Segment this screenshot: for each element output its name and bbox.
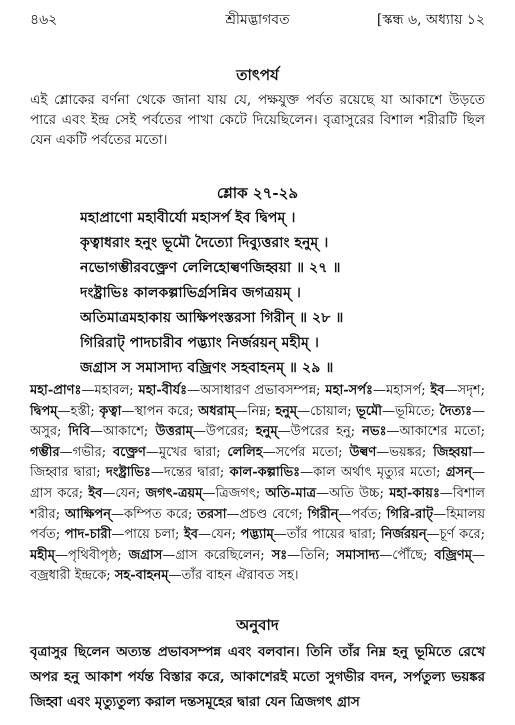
synonym-meaning: জিহ্বার দ্বারা; [30,465,107,481]
book-title: শ্রীমদ্ভাগবত [225,12,290,28]
synonym-meaning: নিম্ন; [247,403,276,419]
synonym-term: বজ্রিণম্ [434,547,472,563]
synonym-term: সঃ [271,547,288,563]
synonym-meaning: সর্পের মতো; [275,444,350,460]
verse-heading: শ্লোক ২৭-২৯ [216,184,299,202]
synonym-meaning: অসাধারণ প্রভাবসম্পন্ন; [200,383,326,398]
verse-line: দংষ্ট্রাভিঃ কালকল্পাভির্গ্রসন্নিব জগত্রয়ম্ । [80,285,301,301]
synonym-term: মহীম্ [30,547,55,563]
synonym-term: অতি-মাত্র [265,485,317,501]
synonym-meaning: পায়ে চলা; [124,527,185,543]
synonym-term: মহা-বীর্যঃ [138,383,188,398]
verse-line: নভোগম্ভীরবক্ত্রেণ লেলিহোল্বণজিহ্বয়া ॥ ২৭ ॥ [80,260,341,276]
synonym-term: ভূমৌ [356,403,382,419]
synonym-term: পদ্ভ্যাম্ [240,527,274,543]
purport-text: এই শ্লোকের বর্ণনা থেকে জানা যায় যে, পক্ষযুক্ত পর্বত রয়েছে যা আকাশে উড়তে পারে এবং ইন্দ্র সেই পর্বতের পাখা কেটে দিয়েছিলেন। বৃত্রাসুরের বিশাল শরীরটি ছিল যেন একটি পর্বতের মতো। [30,92,485,148]
synonym-meaning: গ্রাস করেছিলেন; [175,547,272,563]
synonym-meaning: হস্তী; [70,403,100,419]
running-header [30,8,485,30]
purport-heading: তাৎপর্য [236,66,279,84]
synonym-meaning: যেন; [115,485,146,501]
synonym-meaning: তাঁর বাহন ঐরাবত সহ। [181,568,299,584]
synonym-term: হনুম্ [255,424,278,440]
synonym-term: পাদ-চারী [64,527,112,543]
synonym-meaning: ত্রিজগৎ; [215,485,266,501]
synonym-term: বক্ত্রেণ [112,444,146,460]
synonym-term: দংষ্ট্রাভিঃ [106,465,151,481]
synonyms-paragraph: মহা-প্রাণঃ—মহাবল; মহা-বীর্যঃ—অসাধারণ প্রভাবসম্পন্ন; মহা-সর্পঃ—মহাসর্প; ইব—সদৃশ; দ্বিপম্—হস্তী; কৃত্বা—স্থাপন করে; অধরাম্—নিম্ন; হনুম্—চোয়াল; ভূমৌ—ভূমিতে; দৈত্যঃ—অসুর; দিবি—আকাশে; উত্তরাম্—উপরের; হনুম্—উপরের হনু; নভঃ—আকাশের মতো; গম্ভীর—গভীর; বক্ত্রেণ—মুখের দ্বারা; লেলিহ—সর্পের মতো; উল্বণ—ভয়ঙ্কর; জিহ্বয়া—জিহ্বার দ্বারা; দংষ্ট্রাভিঃ—দন্তের দ্বারা; কাল-কল্পাভিঃ—কাল অর্থাৎ মৃত্যুর মতো; গ্রসন্—গ্রাস করে; ইব—যেন; জগৎ-ত্রয়ম্—ত্রিজগৎ; অতি-মাত্র—অতি উচ্চ; মহা-কায়ঃ—বিশাল শরীর; আক্ষিপন্—কম্পিত করে; তরসা—প্রচণ্ড বেগে; গিরীন্—পর্বত; গিরি-রাট্—হিমালয় পর্বত; পাদ-চারী—পায়ে চলা; ইব—যেন; পদ্ভ্যাম্—তাঁর পায়ের দ্বারা; নির্জরয়ন্—চূর্ণ করে; মহীম্—পৃথিবীপৃষ্ঠ; জগ্রাস—গ্রাস করেছিলেন; সঃ—তিনি; সমাসাদ্য—পৌঁছে; বজ্রিণম্—বজ্রধারী ইন্দ্রকে; সহ-বাহনম্—তাঁর বাহন ঐরাবত সহ। [30,383,486,584]
synonym-meaning: দন্তের দ্বারা; [163,465,230,481]
synonym-meaning: আকাশের মতো; [399,424,486,440]
synonym-term: উল্বণ [349,444,377,460]
translation-heading: অনুবাদ [236,616,279,634]
synonym-meaning: উপরের; [205,424,256,440]
synonym-term: ইব [184,527,199,543]
synonym-term: গিরীন্ [307,506,339,522]
synonym-term: দ্বিপম্ [30,403,58,419]
synonym-meaning: যেন; [211,527,241,543]
synonym-term: জগৎ-ত্রয়ম্ [145,485,203,501]
synonym-term: জগ্রাস [128,547,163,563]
synonym-meaning: তিনি; [300,547,337,563]
synonym-term: সহ-বাহনম্ [114,568,169,584]
verse-line: অতিমাত্রমহাকায় আক্ষিপংস্তরসা গিরীন্ ॥ ২৮ ॥ [80,310,344,326]
verse-line: জগ্রাস স সমাসাদ্য বজ্রিণং সহবাহনম্ ॥ ২৯ ॥ [80,360,334,376]
synonym-term: মহা-প্রাণঃ [30,383,82,398]
synonym-term: মহা-সর্পঃ [325,383,373,398]
synonym-term: গিরি-রাট্ [386,506,434,522]
synonym-meaning: প্রচণ্ড বেগে; [239,506,308,522]
synonym-term: জিহ্বয়া [433,444,473,460]
synonym-meaning: হিমালয় পর্বত; [30,506,485,543]
verse-block [80,206,475,381]
synonym-term: লেলিহ [227,444,263,460]
synonym-meaning: বজ্রধারী ইন্দ্রকে; [30,568,115,584]
synonym-meaning: কম্পিত করে; [123,506,198,522]
synonym-term: ইব [88,485,103,501]
synonym-meaning: পর্বত; [351,506,387,522]
synonym-term: দৈত্যঃ [439,403,472,419]
synonym-term: গ্রসন্ [445,465,472,481]
synonym-meaning: উপরের হনু; [290,424,363,440]
synonym-term: ইব [430,383,445,398]
synonym-term: নভঃ [362,424,387,440]
verse-line: গিরিরাট্ পাদচারীব পদ্ভ্যাং নির্জরয়ন্ মহীম্ । [80,335,319,351]
synonym-meaning: স্থাপন করে; [134,403,199,419]
synonym-meaning: চূর্ণ করে; [439,527,485,543]
synonym-term: গম্ভীর [30,444,60,460]
synonym-meaning: মহাবল; [94,383,139,398]
synonym-meaning: বিশাল শরীর; [30,485,485,522]
verse-line: কৃত্বাধরাং হনুং ভূমৌ দৈত্যো দিব্যুত্তরাং হনুম্ । [80,235,329,251]
synonym-term: তরসা [197,506,227,522]
synonym-term: কাল-কল্পাভিঃ [229,465,301,481]
synonym-term: দিবি [68,424,90,440]
synonym-meaning: মহাসর্প; [385,383,431,398]
synonym-term: নির্জরয়ন্ [380,527,427,543]
synonym-meaning: অতি উচ্চ; [329,485,390,501]
verse-line: মহাপ্রাণো মহাবীর্যো মহাসর্প ইব দ্বিপম্ । [80,210,296,226]
page-number: ৪৬২ [30,12,58,28]
synonym-meaning: ভয়ঙ্কর; [389,444,434,460]
synonym-meaning: তাঁর পায়ের দ্বারা; [286,527,381,543]
synonym-term: আক্ষিপন্ [64,506,111,522]
synonym-term: সমাসাদ্য [336,547,380,563]
synonym-term: উত্তরাম্ [155,424,193,440]
synonym-meaning: গ্রাস করে; [30,485,89,501]
synonym-term: কৃত্বা [99,403,122,419]
synonym-term: অধরাম্ [198,403,235,419]
synonym-meaning: গভীর; [72,444,113,460]
synonym-meaning: পৃথিবীপৃষ্ঠ; [68,547,129,563]
synonym-meaning: অসুর; [30,424,69,440]
synonym-term: মহা-কায়ঃ [389,485,440,501]
chapter-reference: [স্কন্ধ ৬, অধ্যায় ১২ [376,12,485,28]
synonym-term: হনুম্ [275,403,298,419]
synonym-meaning: ভূমিতে; [395,403,440,419]
synonym-meaning: কাল অর্থাৎ মৃত্যুর মতো; [313,465,446,481]
synonym-meaning: চোয়াল; [310,403,357,419]
synonym-meaning: সদৃশ; [457,383,485,398]
synonym-meaning: আকাশে; [102,424,156,440]
synonym-meaning: মুখের দ্বারা; [158,444,228,460]
translation-text: বৃত্রাসুর ছিলেন অত্যন্ত প্রভাবসম্পন্ন এবং বলবান। তিনি তাঁর নিম্ন হনু ভূমিতে রেখে অপর হনু আকাশ পর্যন্ত বিস্তার করে, আকাশেরই মতো সুগভীর বদন, সর্পতুল্য ভয়ঙ্কর জিহ্বা এবং মৃত্যুতুল্য করাল দন্তসমূহের দ্বারা যেন ত্রিজগৎ গ্রাস [30,644,485,710]
synonym-meaning: পৌঁছে; [392,547,435,563]
